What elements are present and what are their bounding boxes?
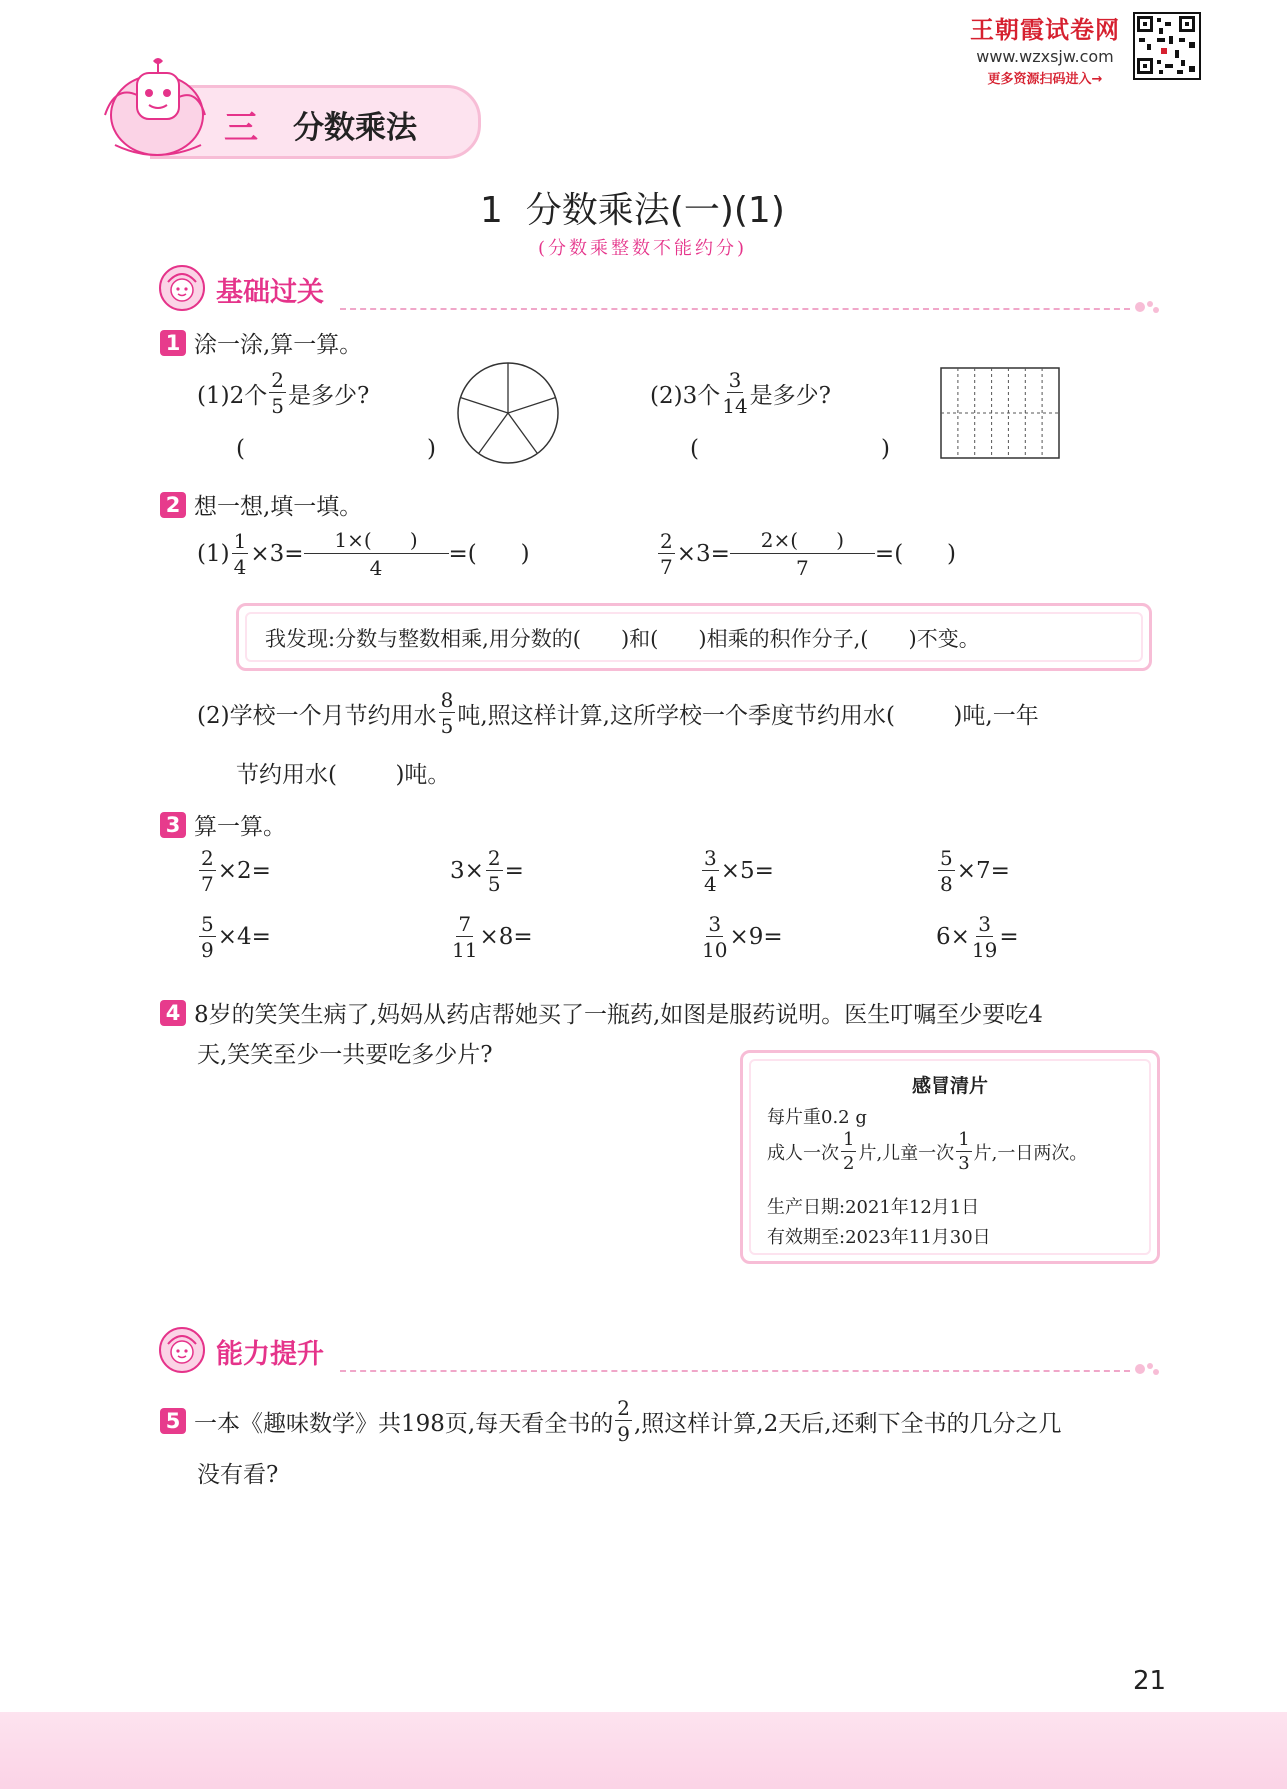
- fraction: $\frac{2}{7}$: [660, 529, 673, 579]
- fraction: $\frac{5}{8}$: [940, 846, 953, 896]
- fraction: $\frac{3}{10}$: [702, 912, 728, 962]
- mascot-icon: [85, 55, 225, 160]
- calc-item[interactable]: $\frac{3}{4}$ ×5=: [704, 846, 774, 896]
- fraction: $\frac{8}{5}$: [440, 688, 454, 738]
- q5-number: 5: [160, 1408, 186, 1434]
- discovery-box: [236, 603, 1152, 671]
- fraction-blank[interactable]: $\frac{1\times( )}{4}$: [304, 530, 449, 578]
- fraction: $\frac{2}{5}$: [271, 368, 284, 418]
- fraction: $\frac{2}{5}$: [487, 846, 501, 896]
- section-girl-icon-2: [158, 1326, 206, 1374]
- brand-url: www.wzxsjw.com: [976, 47, 1114, 66]
- q3-stem: 3 算一算。: [160, 808, 286, 841]
- medicine-weight: 每片重0.2 g: [767, 1107, 867, 1128]
- unit-number: 三: [224, 108, 258, 148]
- q1-number: 1: [160, 330, 186, 356]
- q2-equation-a: (1) $\frac{1}{4}$ ×3= $\frac{1\times( )}{4}$ =( ): [197, 528, 530, 580]
- q1-stem: 1 涂一涂,算一算。: [160, 326, 362, 359]
- fraction: $\frac{2}{7}$: [201, 846, 214, 896]
- q4-number: 4: [160, 1000, 186, 1026]
- calc-item[interactable]: $\frac{2}{7}$ ×2=: [201, 846, 271, 896]
- section-title-basic: 基础过关: [216, 277, 324, 308]
- lesson-title: 1 分数乘法(一)(1): [480, 190, 785, 231]
- calc-item[interactable]: $\frac{5}{9}$ ×4=: [201, 912, 271, 962]
- fraction: $\frac{2}{9}$: [617, 1396, 630, 1446]
- fraction: $\frac{1}{3}$: [958, 1129, 970, 1174]
- fraction: $\frac{7}{11}$: [452, 912, 478, 962]
- brand-block: [960, 10, 1130, 87]
- fraction: $\frac{3}{14}$: [722, 368, 748, 418]
- q2-number: 2: [160, 492, 186, 518]
- q4-line1: 4 8岁的笑笑生病了,妈妈从药店帮她买了一瓶药,如图是服药说明。医生叮嘱至少要吃4: [160, 996, 1043, 1029]
- footer-band: [0, 1712, 1287, 1789]
- medicine-dose: 成人一次 $\frac{1}{2}$ 片,儿童一次 $\frac{1}{3}$ 片,一日两次。: [767, 1129, 1088, 1174]
- calc-item[interactable]: 6× $\frac{3}{19}$ =: [936, 912, 1019, 962]
- fraction: $\frac{3}{4}$: [704, 846, 717, 896]
- calc-item[interactable]: 3× $\frac{2}{5}$ =: [450, 846, 524, 896]
- section-girl-icon: [158, 264, 206, 312]
- q2-part2-line2[interactable]: 节约用水( )吨。: [236, 762, 451, 788]
- page-number: 21: [1133, 1666, 1167, 1696]
- grid-rectangle-fourteenths[interactable]: [940, 367, 1060, 463]
- q1-part1: (1)2个 $\frac{2}{5}$ 是多少?: [197, 368, 370, 418]
- fraction: $\frac{1}{2}$: [843, 1129, 855, 1174]
- q2-equation-b: $\frac{2}{7}$ ×3= $\frac{2\times( )}{7}$ =( ): [660, 528, 957, 580]
- q1-part2: (2)3个 $\frac{3}{14}$ 是多少?: [650, 368, 832, 418]
- pie-circle-fifths[interactable]: [456, 361, 560, 469]
- fraction: $\frac{5}{9}$: [201, 912, 214, 962]
- brand-name: 王朝霞试卷网: [970, 16, 1120, 44]
- section-divider: [340, 308, 1130, 310]
- fraction-blank[interactable]: $\frac{2\times( )}{7}$: [730, 530, 875, 578]
- q5-line2: 没有看?: [197, 1462, 279, 1488]
- q2-part2-line1: (2)学校一个月节约用水 $\frac{8}{5}$ 吨,照这样计算,这所学校一个季度节约用水( )吨,一年: [197, 688, 1039, 738]
- q3-number: 3: [160, 812, 186, 838]
- q2-stem: 2 想一想,填一填。: [160, 488, 362, 521]
- scan-hint: 更多资源扫码进入→: [987, 72, 1103, 87]
- calc-item[interactable]: $\frac{5}{8}$ ×7=: [940, 846, 1010, 896]
- medicine-produced: 生产日期:2021年12月1日: [767, 1197, 980, 1218]
- lesson-subtitle: (分数乘整数不能约分): [538, 238, 748, 259]
- section-divider-2: [340, 1370, 1130, 1372]
- medicine-title: 感冒清片: [911, 1075, 988, 1097]
- medicine-expiry: 有效期至:2023年11月30日: [767, 1227, 991, 1248]
- q1-part1-answer[interactable]: ( ): [236, 436, 436, 462]
- divider-dots-icon: [1134, 297, 1162, 321]
- discovery-text[interactable]: 我发现:分数与整数相乘,用分数的( )和( )相乘的积作分子,( )不变。: [265, 627, 980, 651]
- qr-code-icon[interactable]: [1133, 12, 1201, 80]
- section-title-advanced: 能力提升: [216, 1339, 324, 1370]
- unit-title: 分数乘法: [293, 110, 417, 146]
- calc-item[interactable]: $\frac{3}{10}$ ×9=: [702, 912, 783, 962]
- calc-item[interactable]: $\frac{7}{11}$ ×8=: [452, 912, 533, 962]
- medicine-card: [740, 1050, 1160, 1264]
- q5-line1: 5 一本《趣味数学》共198页,每天看全书的 $\frac{2}{9}$ ,照这样计算,2天后,还剩下全书的几分之几: [160, 1398, 1062, 1444]
- q1-part2-answer[interactable]: ( ): [690, 436, 890, 462]
- fraction: $\frac{3}{19}$: [971, 912, 998, 962]
- divider-dots-icon-2: [1134, 1359, 1162, 1383]
- fraction: $\frac{1}{4}$: [233, 529, 247, 579]
- q4-line2: 天,笑笑至少一共要吃多少片?: [197, 1042, 493, 1068]
